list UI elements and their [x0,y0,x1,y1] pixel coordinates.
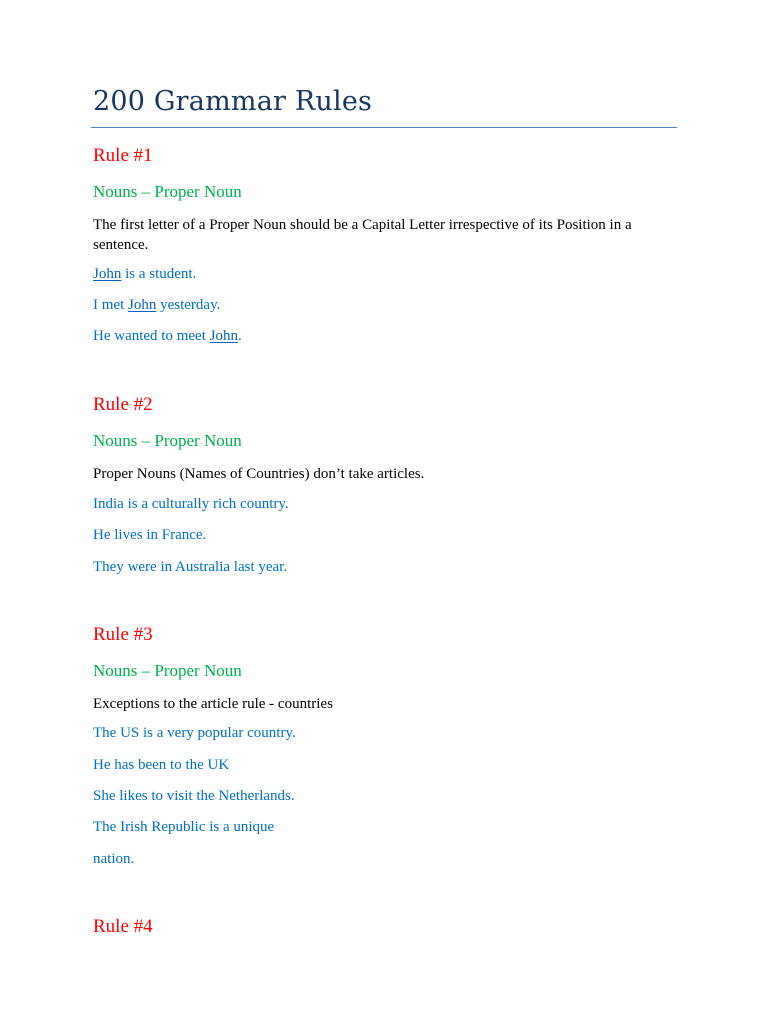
example-link[interactable]: John [128,297,157,313]
example-link[interactable]: John [93,266,122,282]
rule-3-subheading: Nouns – Proper Noun [93,661,242,680]
rule-3-example-5: nation. [93,851,135,867]
example-text: is a student. [121,266,197,282]
rule-1-description: The first letter of a Proper Noun should be a Capital Letter irrespective of its Position in a sentence. [93,217,632,253]
example-text: I met [93,297,128,313]
title-underline-divider [91,127,677,128]
rule-3-example-1: The US is a very popular country. [93,725,296,741]
rule-1-example-1 [93,266,196,283]
rule-2-example-3: They were in Australia last year. [93,559,288,575]
rule-4-heading: Rule #4 [93,916,153,937]
example-text: He wanted to meet [93,328,210,344]
rule-3-description: Exceptions to the article rule - countries [93,696,333,712]
rule-3-heading: Rule #3 [93,624,153,645]
rule-2-subheading: Nouns – Proper Noun [93,431,242,450]
rule-2-example-2: He lives in France. [93,527,207,543]
rule-2-description: Proper Nouns (Names of Countries) don’t take articles. [93,466,425,482]
rule-3-example-4: The Irish Republic is a unique [93,819,275,835]
rule-1-example-3 [93,328,242,345]
example-text: . [237,328,242,344]
example-link[interactable]: John [209,328,238,344]
example-text: yesterday. [156,297,221,313]
document-title: 200 Grammar Rules [93,86,373,117]
rule-1-example-2 [93,297,220,314]
rule-1-heading: Rule #1 [93,145,153,166]
rule-1-subheading: Nouns – Proper Noun [93,182,242,201]
rule-2-example-1: India is a culturally rich country. [93,496,289,512]
rule-2-heading: Rule #2 [93,394,153,415]
rule-3-example-3: She likes to visit the Netherlands. [93,788,295,804]
rule-3-example-2: He has been to the UK [93,757,230,773]
